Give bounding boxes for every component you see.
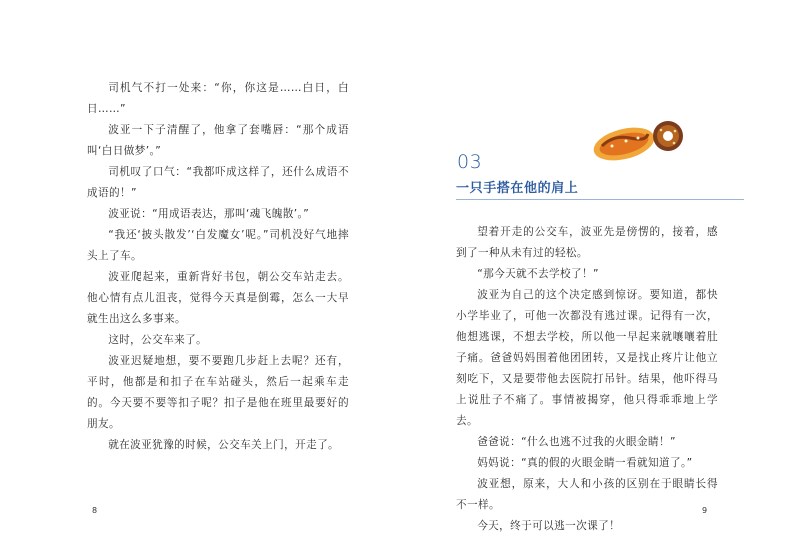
paragraph: 今天，终于可以逃一次课了！ xyxy=(477,520,621,532)
paragraph: 妈妈说：“真的假的火眼金睛一看就知道了。” xyxy=(477,457,693,469)
paragraph: 波亚迟疑地想，要不要跑几步赶上去呢？还有，平时，他都是和扣子在车站碰头，然后一起乘车走的。今天要不要等扣子呢？扣子是他在班里最要好的朋友。 xyxy=(87,355,349,430)
paragraph: 就在波亚犹豫的时候，公交车关上门，开走了。 xyxy=(108,439,340,451)
chapter-number: 03 xyxy=(457,151,483,173)
page-number-right: 9 xyxy=(702,506,708,515)
paragraph: 波亚想，原来，大人和小孩的区别在于眼睛长得不一样。 xyxy=(456,478,718,511)
donut-pastry-icon xyxy=(590,116,690,164)
paragraph: 波亚一下子清醒了，他拿了套嘴唇：“那个成语叫‘白日做梦’。” xyxy=(87,124,349,157)
right-page-text xyxy=(456,222,718,537)
page-number-left: 8 xyxy=(92,506,98,515)
chapter-title: 一只手搭在他的肩上 xyxy=(456,181,579,196)
paragraph: 这时，公交车来了。 xyxy=(108,334,208,346)
paragraph: 波亚为自己的这个决定感到惊讶。要知道，都快小学毕业了，可他一次都没有逃过课。记得有一次，他想逃课，不想去学校，所以他一早起来就嚷嚷着肚子痛。爸爸妈妈围着他团团转，又是找止疼片让他立刻吃下，又是要带他去医院打吊针。结果，他吓得马上说肚子不痛了。事情被揭穿，他只得乖乖地上学去。 xyxy=(456,289,718,427)
paragraph: 司机叹了口气：“我都吓成这样了，还什么成语不成语的！” xyxy=(87,166,349,199)
paragraph: “那今天就不去学校了！” xyxy=(477,268,599,280)
title-divider xyxy=(456,199,744,200)
paragraph: 望着开走的公交车，波亚先是傍愣的，接着，感到了一种从未有过的轻松。 xyxy=(456,226,718,259)
paragraph: 波亚爬起来，重新背好书包，朝公交车站走去。他心情有点儿沮丧，觉得今天真是倒霉，怎么一大早就生出这么多事来。 xyxy=(87,271,349,325)
right-page xyxy=(400,0,800,557)
paragraph: 司机气不打一处来：“你，你这是……白日，白日……” xyxy=(87,82,349,115)
left-page-text xyxy=(87,78,349,456)
paragraph: 波亚说：“用成语表达，那叫‘魂飞魄散’。” xyxy=(108,208,310,220)
paragraph: “我还‘披头散发’‘白发魔女’呢。”司机没好气地摔头上了车。 xyxy=(87,229,349,262)
paragraph: 爸爸说：“什么也逃不过我的火眼金睛！” xyxy=(477,436,676,448)
